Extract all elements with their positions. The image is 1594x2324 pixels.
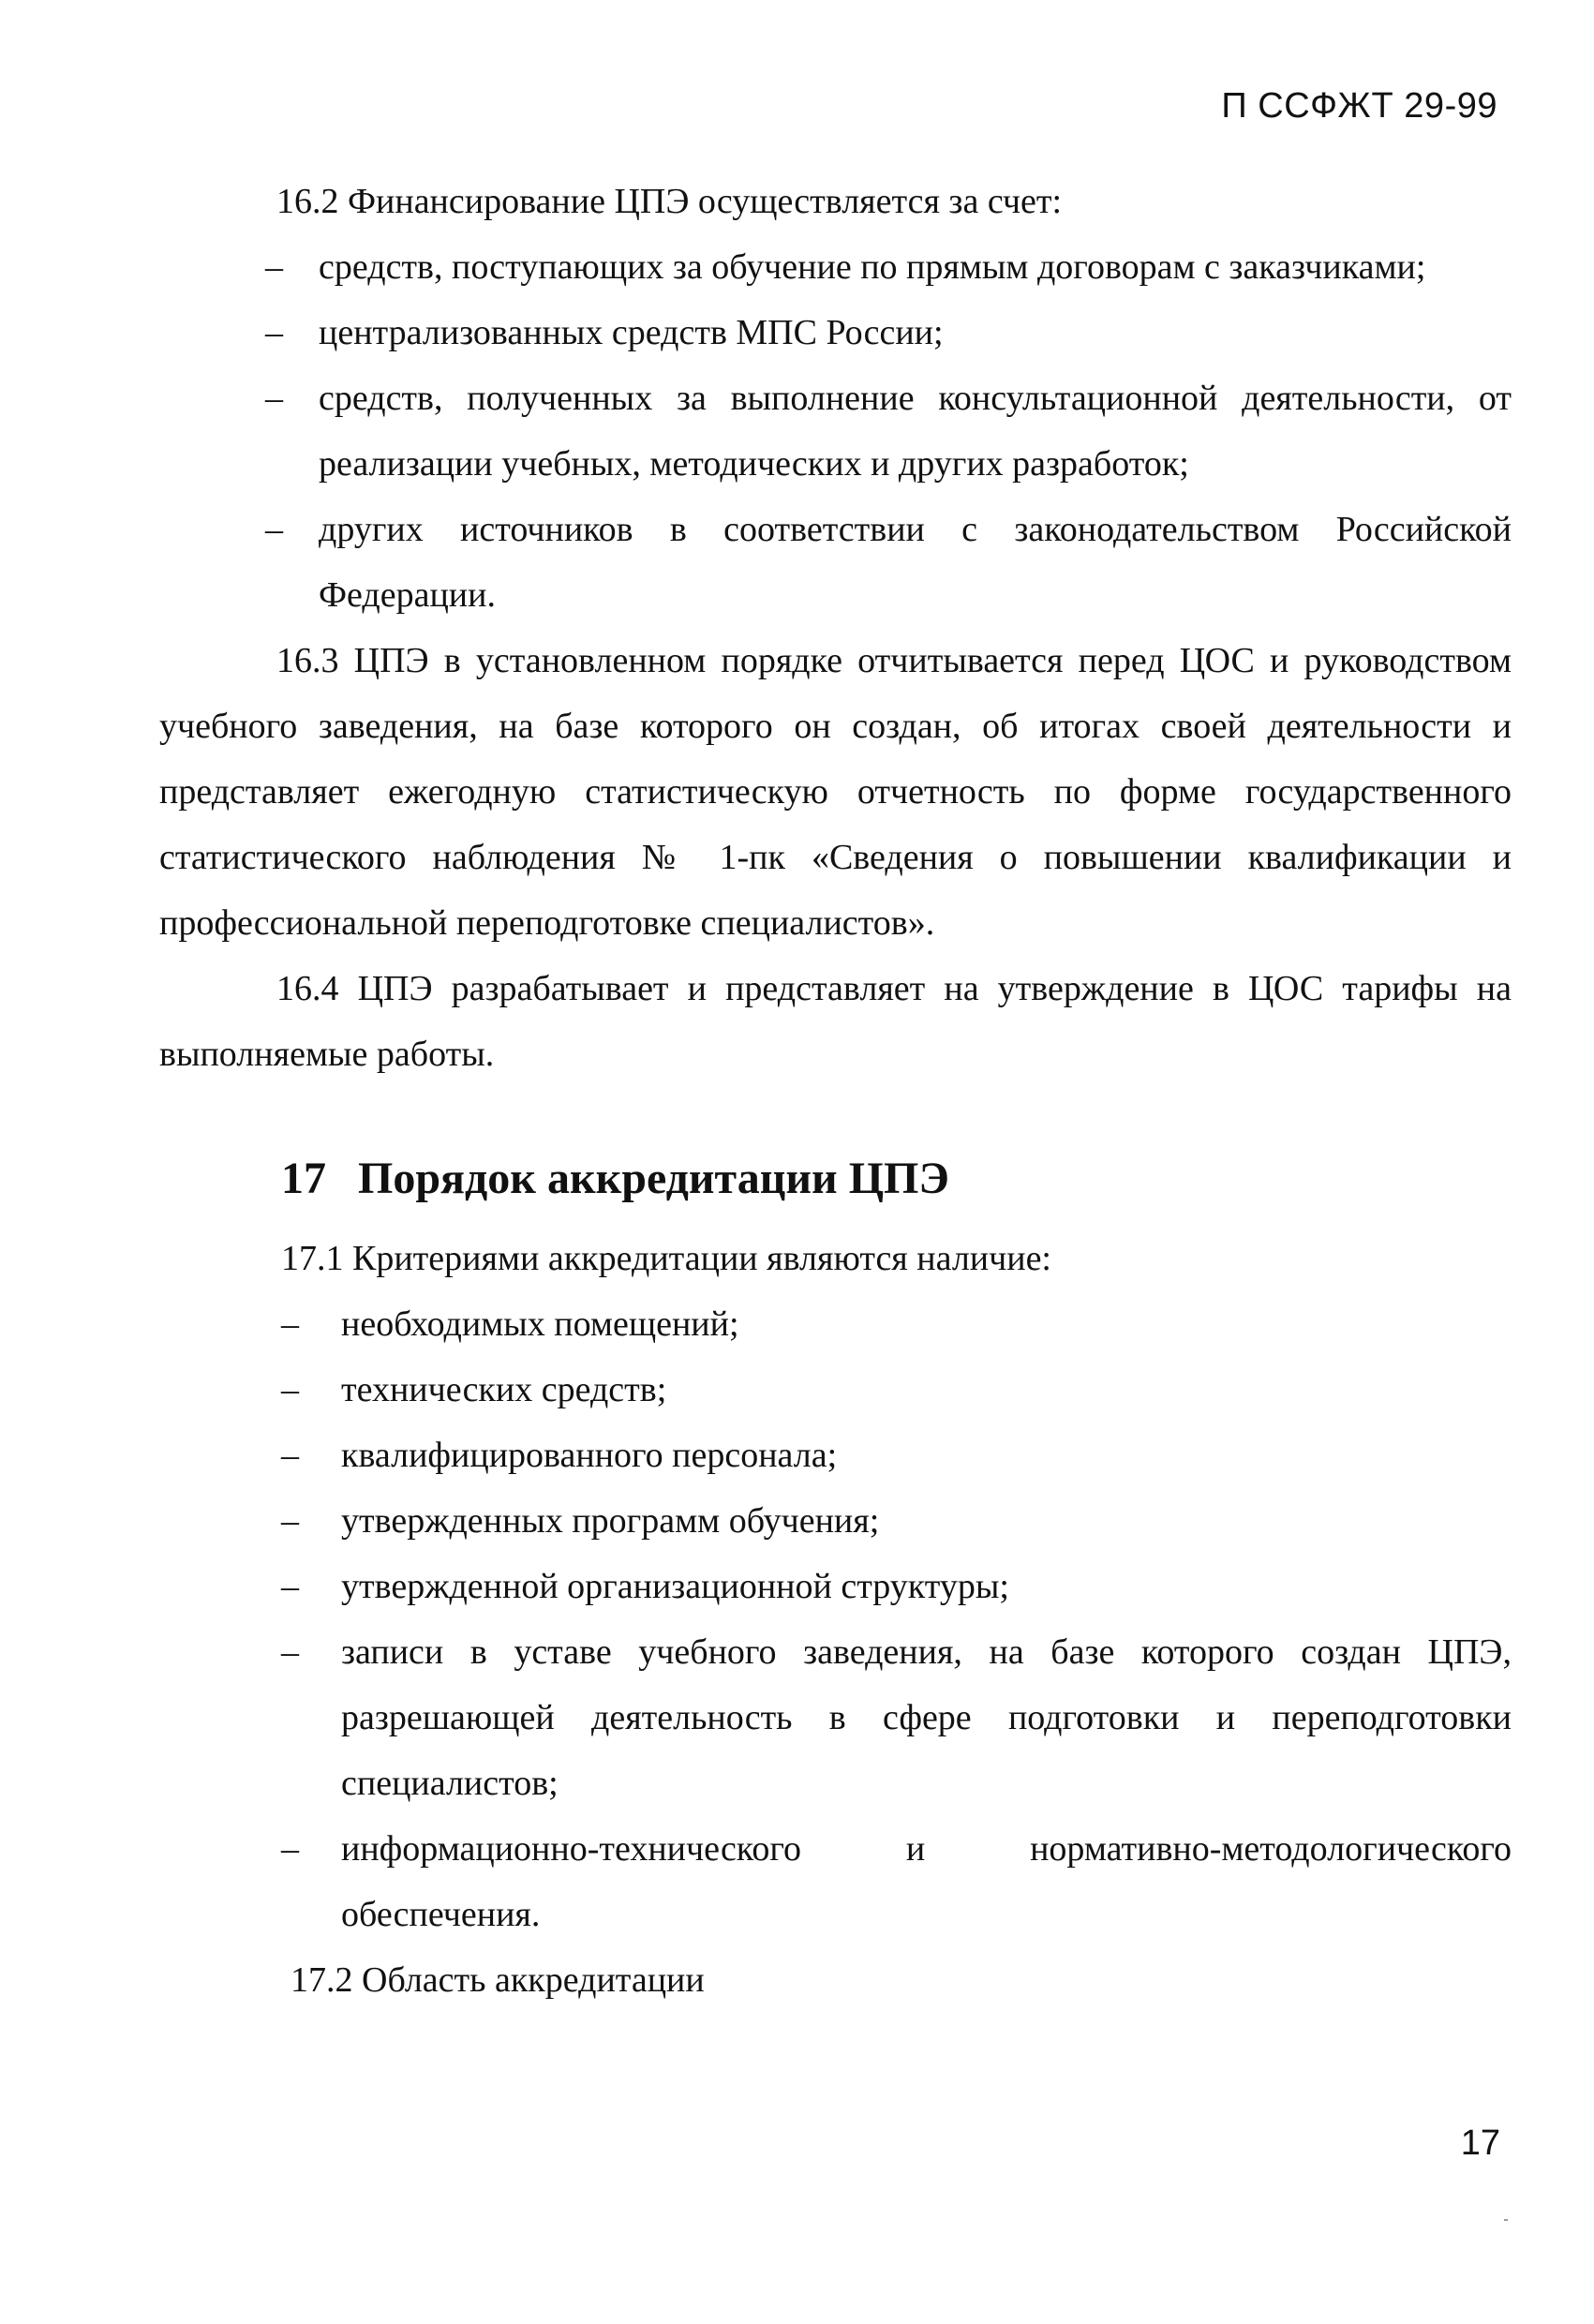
list-item-text: технических средств;	[341, 1370, 667, 1409]
list-item-text: квалифицированного персонала;	[341, 1436, 838, 1475]
dash-marker: –	[265, 247, 283, 287]
dash-marker: –	[281, 1436, 299, 1475]
list-item	[159, 1554, 1512, 1619]
list-item	[159, 300, 1512, 365]
list-item-text: средств, поступающих за обучение по прямым договорам с заказчиками;	[319, 247, 1426, 287]
dash-marker: –	[281, 1304, 299, 1344]
dash-marker: –	[265, 510, 283, 549]
paragraph-16-2-intro: 16.2 Финансирование ЦПЭ осуществляется за счет:	[276, 182, 1063, 221]
scan-artifact	[1504, 2219, 1508, 2221]
list-item	[159, 1816, 1512, 1947]
list-item	[159, 1291, 1512, 1357]
list-item-text: средств, полученных за выполнение консультационной деятельности, от реализации учебных, методических и других разработок;	[319, 379, 1512, 484]
dash-marker: –	[281, 1370, 299, 1409]
dash-marker: –	[281, 1829, 299, 1869]
accreditation-criteria-list	[159, 1291, 1512, 1947]
list-item	[159, 1423, 1512, 1488]
paragraph-16-4: 16.4 ЦПЭ разрабатывает и представляет на утверждение в ЦОС тарифы на выполняемые работы.	[159, 969, 1512, 1074]
list-item-text: централизованных средств МПС России;	[319, 313, 944, 352]
list-item-text: информационно-технического и нормативно-методологического обеспечения.	[341, 1829, 1512, 1934]
paragraph-17-1-intro: 17.1 Критериями аккредитации являются наличие:	[281, 1239, 1051, 1278]
list-item	[159, 497, 1512, 628]
page-body	[159, 169, 1512, 2013]
list-item-text: необходимых помещений;	[341, 1304, 739, 1344]
dash-marker: –	[265, 379, 283, 418]
list-item	[159, 1357, 1512, 1423]
list-item-text: других источников в соответствии с законодательством Российской Федерации.	[319, 510, 1512, 615]
list-item	[159, 1619, 1512, 1816]
paragraph-16-3: 16.3 ЦПЭ в установленном порядке отчитывается перед ЦОС и руководством учебного заведения, на базе которого он создан, об итогах своей деятельности и представляет ежегодную статистическую отчетность по форме государственного статистического наблюдения № 1-пк «Сведения о повышении квалификации и профессиональной переподготовке специалистов».	[159, 641, 1512, 943]
document-code: П ССФЖТ 29-99	[1221, 86, 1497, 126]
dash-marker: –	[281, 1501, 299, 1541]
paragraph-17-2: 17.2 Область аккредитации	[290, 1960, 705, 2000]
list-item	[159, 365, 1512, 497]
list-item-text: утвержденной организационной структуры;	[341, 1567, 1009, 1606]
funding-sources-list	[159, 234, 1512, 628]
list-item-text: утвержденных программ обучения;	[341, 1501, 880, 1541]
page-number: 17	[1460, 2123, 1500, 2163]
section-title: Порядок аккредитации ЦПЭ	[358, 1154, 949, 1203]
list-item-text: записи в уставе учебного заведения, на базе которого создан ЦПЭ, разрешающей деятельность в сфере подготовки и переподготовки специалистов;	[341, 1632, 1512, 1803]
dash-marker: –	[281, 1632, 299, 1672]
list-item	[159, 1488, 1512, 1554]
list-item	[159, 234, 1512, 300]
dash-marker: –	[281, 1567, 299, 1606]
dash-marker: –	[265, 313, 283, 352]
section-number: 17	[281, 1154, 326, 1203]
section-heading-17	[159, 1132, 1512, 1226]
